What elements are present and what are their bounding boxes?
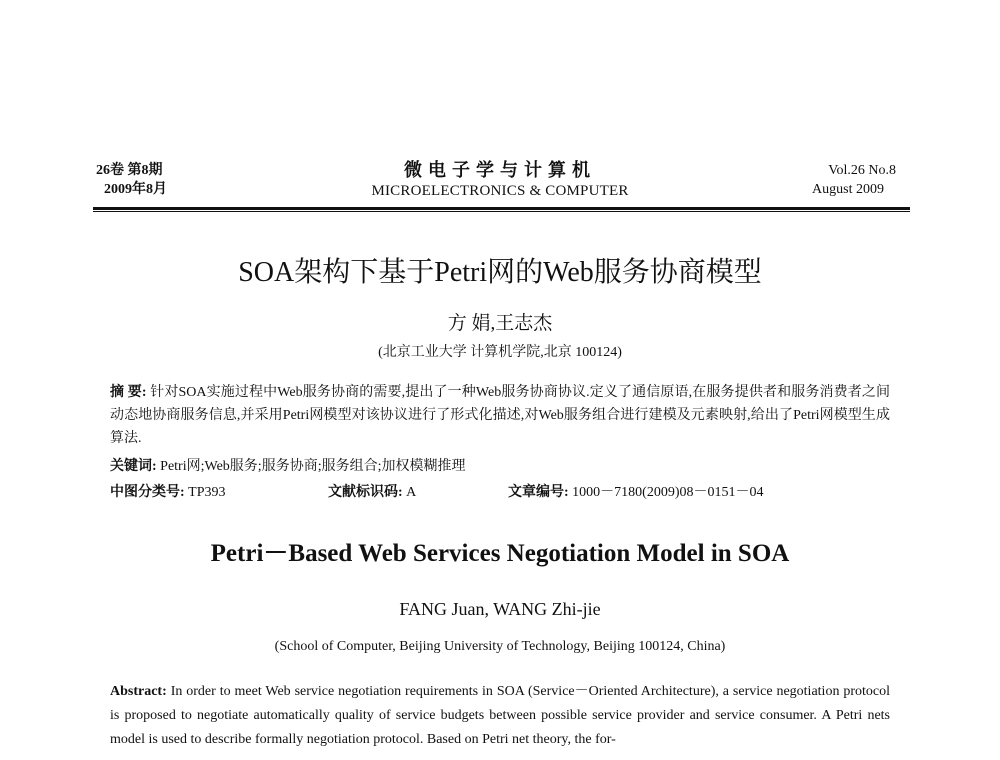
date-en: August 2009 xyxy=(812,182,884,197)
affiliation-en: (School of Computer, Beijing University of Technology, Beijing 100124, China) xyxy=(274,639,726,654)
abstract-label-cn: 摘 要: xyxy=(110,385,147,400)
article-no-label: 文章编号: xyxy=(508,485,569,500)
journal-name xyxy=(300,159,700,201)
keywords-text-cn: Petri网;Web服务;服务协商;服务组合;加权模糊推理 xyxy=(160,459,466,474)
abstract-cn xyxy=(110,381,890,450)
journal-name-cn: 微电子学与计算机 xyxy=(404,160,596,180)
classification-number xyxy=(110,483,226,503)
class-value: TP393 xyxy=(188,485,226,500)
journal-name-en: MICROELECTRONICS & COMPUTER xyxy=(371,183,629,199)
document-code xyxy=(328,483,416,503)
doc-code-value: A xyxy=(406,485,417,500)
abstract-text-cn: 针对SOA实施过程中Web服务协商的需要,提出了一种Web服务协商协议.定义了通信原语,在服务提供者和服务消费者之间动态地协商服务信息,并采用Petri网模型对该协议进行了形式化描述,对Web服务组合进行建模及元素映射,给出了Petri网模型生成算法. xyxy=(110,385,890,446)
paper-title-cn: SOA架构下基于Petri网的Web服务协商模型 xyxy=(238,257,762,288)
date-cn: 2009年8月 xyxy=(104,182,167,197)
article-number xyxy=(508,483,764,503)
keywords-label-cn: 关键词: xyxy=(110,459,157,474)
abstract-text-en: In order to meet Web service negotiation requirements in SOA (Service－Oriented Architecture), a service negotiation protocol is proposed to negotiate automatically quality of service budgets between possible service provider and service consumer. A Petri nets model is used to describe formally negotiation protocol. Based on Petri net theory, the for- xyxy=(110,684,891,747)
volume-issue-cn: 26卷 第8期 xyxy=(96,163,163,178)
doc-code-label: 文献标识码: xyxy=(328,485,403,500)
volume-issue-en: Vol.26 No.8 xyxy=(828,163,896,178)
authors-cn: 方 娟,王志杰 xyxy=(447,313,553,334)
journal-issue-cn xyxy=(96,161,246,199)
keywords-cn xyxy=(110,457,890,477)
abstract-label-en: Abstract: xyxy=(110,684,167,699)
article-no-value: 1000－7180(2009)08－0151－04 xyxy=(572,485,764,500)
paper-title-en: Petri－Based Web Services Negotiation Model in SOA xyxy=(210,540,790,567)
affiliation-cn: (北京工业大学 计算机学院,北京 100124) xyxy=(378,345,622,360)
header-rule-thick xyxy=(93,207,910,210)
authors-en: FANG Juan, WANG Zhi-jie xyxy=(399,599,601,619)
header-rule-thin xyxy=(93,211,910,212)
journal-issue-en xyxy=(760,161,896,199)
class-label: 中图分类号: xyxy=(110,485,185,500)
classification-row xyxy=(110,483,890,503)
abstract-en xyxy=(110,680,890,752)
